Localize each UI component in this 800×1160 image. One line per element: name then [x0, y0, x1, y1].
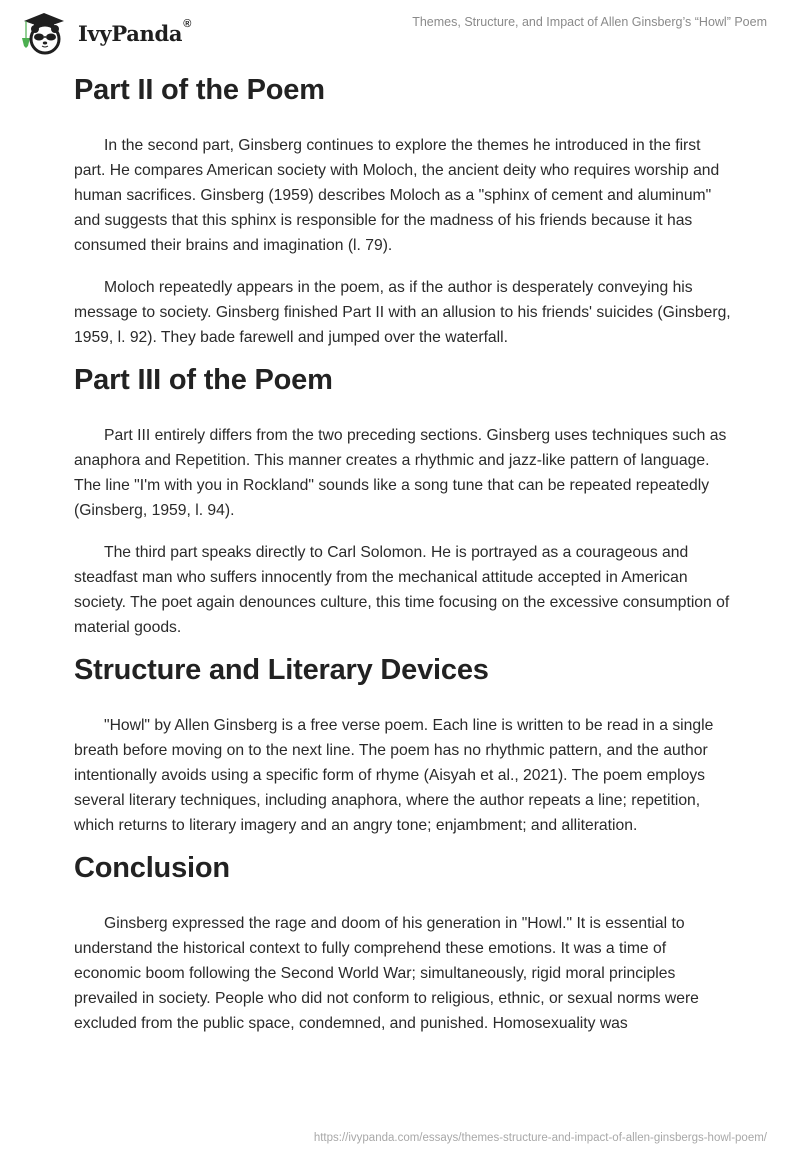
- paragraph: The third part speaks directly to Carl Solomon. He is portrayed as a courageous and steadfast man who suffers innocently from the mechanical attitude accepted in American society. The poet again denounces culture, this time focusing on the excessive consumption of material goods.: [74, 544, 730, 636]
- page-header: [0, 0, 800, 56]
- section-heading: Structure and Literary Devices: [74, 654, 489, 686]
- section-part-iii: [74, 360, 734, 640]
- document-title: Themes, Structure, and Impact of Allen Ginsberg’s “Howl” Poem: [412, 15, 767, 29]
- section-part-ii: [74, 70, 734, 350]
- brand-logo[interactable]: [16, 8, 191, 56]
- section-heading: Part III of the Poem: [74, 364, 333, 396]
- paragraph: Moloch repeatedly appears in the poem, as if the author is desperately conveying his message to society. Ginsberg finished Part II with an allusion to his friends' suicides (Ginsberg, 1959, l. 92). They bade farewell and jumped over the waterfall.: [74, 279, 731, 346]
- section-heading: Part II of the Poem: [74, 74, 325, 106]
- panda-graduate-icon: [16, 8, 74, 56]
- section-structure-literary-devices: [74, 650, 734, 838]
- source-url[interactable]: https://ivypanda.com/essays/themes-structure-and-impact-of-allen-ginsbergs-howl-poem/: [313, 1132, 767, 1144]
- registered-mark: ®: [183, 17, 192, 30]
- paragraph: "Howl" by Allen Ginsberg is a free verse poem. Each line is written to be read in a single breath before moving on to the next line. The poem has no rhythmic pattern, and the author intentionally avoids using a specific form of rhyme (Aisyah et al., 2021). The poem employs several literary techniques, including anaphora, where the author repeats a line; repetition, which returns to literary imagery and an angry tone; enjambment; and alliteration.: [74, 717, 714, 834]
- paragraph: Ginsberg expressed the rage and doom of his generation in "Howl." It is essential to understand the historical context to fully comprehend these emotions. It was a time of economic boom following the Second World War; simultaneously, rigid moral principles prevailed in society. People who did not conform to religious, ethnic, or sexual norms were excluded from the public space, condemned, and punished. Homosexuality was: [74, 915, 699, 1032]
- section-heading: Conclusion: [74, 852, 230, 884]
- paragraph: In the second part, Ginsberg continues to explore the themes he introduced in the first part. He compares American society with Moloch, the ancient deity who requires worship and human sacrifices. Ginsberg (1959) describes Moloch as a "sphinx of cement and aluminum" and suggests that this sphinx is responsible for the madness of his friends because it has consumed their brains and imagination (l. 79).: [74, 137, 720, 254]
- section-conclusion: [74, 848, 734, 1036]
- paragraph: Part III entirely differs from the two preceding sections. Ginsberg uses techniques such as anaphora and Repetition. This manner creates a rhythmic and jazz-like pattern of language. The line "I'm with you in Rockland" sounds like a song tune that can be repeated repeatedly (Ginsberg, 1959, l. 94).: [74, 427, 727, 519]
- brand-name: IvyPanda®: [78, 17, 192, 46]
- essay-content: [74, 70, 734, 1036]
